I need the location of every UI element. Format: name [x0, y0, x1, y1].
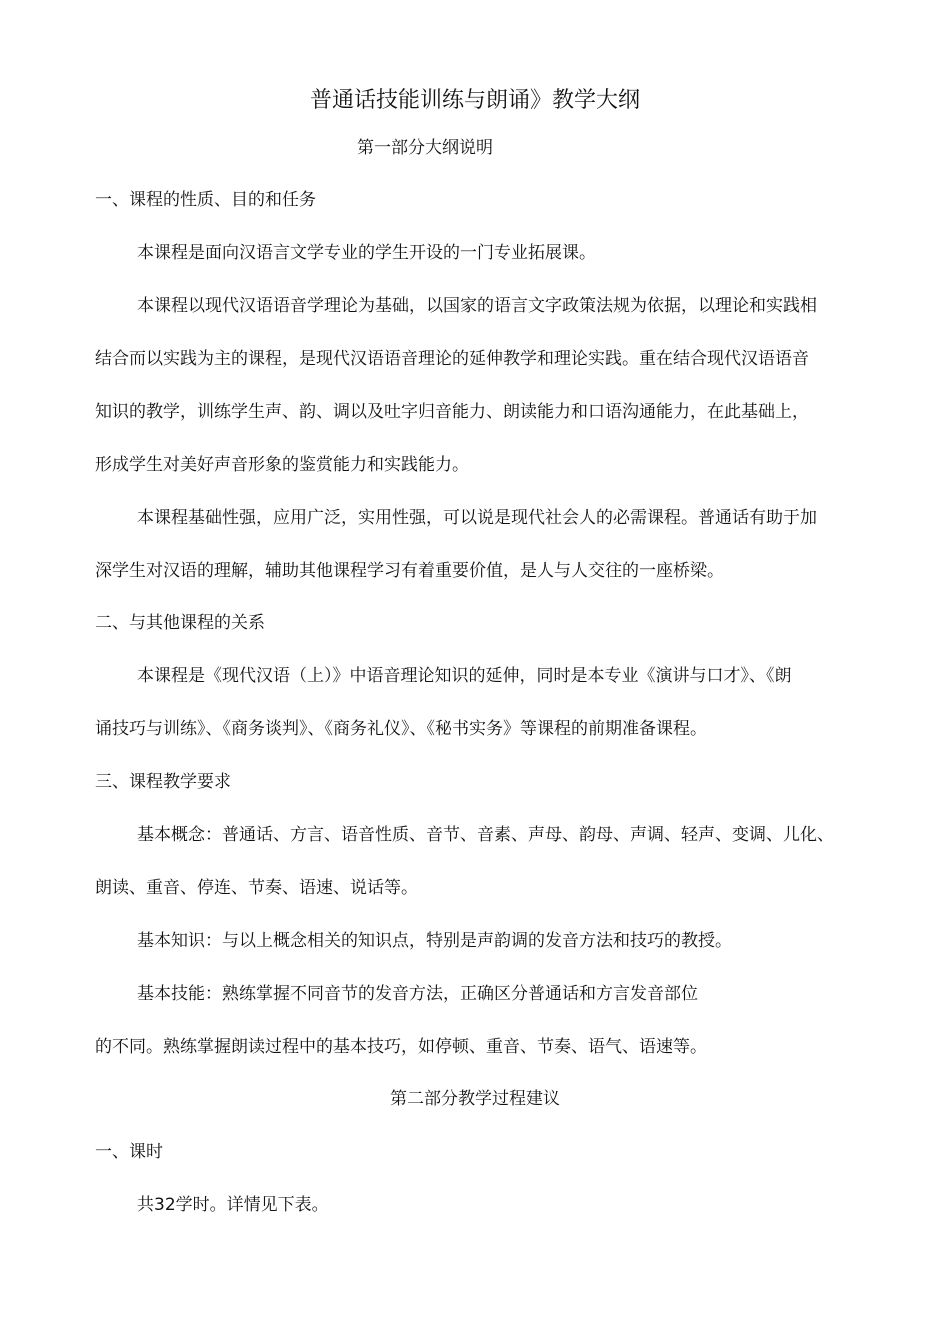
paragraph-5-line-1: 基本概念：普通话、方言、语音性质、音节、音素、声母、韵母、声调、轻声、变调、儿化、	[137, 825, 834, 845]
paragraph-3-line-1: 本课程基础性强，应用广泛，实用性强，可以说是现代社会人的必需课程。普通话有助于加	[137, 508, 817, 528]
paragraph-7-line-2: 的不同。熟练掌握朗读过程中的基本技巧，如停顿、重音、节奏、语气、语速等。	[95, 1037, 707, 1057]
part-two-heading: 第二部分教学过程建议	[390, 1089, 560, 1109]
section-heading-3: 三、课程教学要求	[95, 772, 231, 792]
part-one-heading: 第一部分大纲说明	[357, 138, 493, 158]
paragraph-3-line-2: 深学生对汉语的理解，辅助其他课程学习有着重要价值，是人与人交往的一座桥梁。	[95, 561, 724, 581]
section-heading-4: 一、课时	[95, 1142, 163, 1162]
paragraph-5-line-2: 朗读、重音、停连、节奏、语速、说话等。	[95, 878, 418, 898]
paragraph-2-line-2: 结合而以实践为主的课程，是现代汉语语音理论的延伸教学和理论实践。重在结合现代汉语语音	[95, 349, 809, 369]
document-title: 普通话技能训练与朗诵》教学大纲	[309, 88, 640, 113]
paragraph-6: 基本知识：与以上概念相关的知识点，特别是声韵调的发音方法和技巧的教授。	[137, 931, 732, 951]
paragraph-1: 本课程是面向汉语言文学专业的学生开设的一门专业拓展课。	[137, 243, 596, 263]
paragraph-8: 共32学时。详情见下表。	[137, 1195, 329, 1215]
paragraph-2-line-3: 知识的教学，训练学生声、韵、调以及吐字归音能力、朗读能力和口语沟通能力，在此基础上，	[95, 402, 809, 422]
paragraph-2-line-4: 形成学生对美好声音形象的鉴赏能力和实践能力。	[95, 455, 469, 475]
paragraph-4-line-1: 本课程是《现代汉语（上）》中语音理论知识的延伸，同时是本专业《演讲与口才》、《朗	[137, 666, 792, 686]
paragraph-7-line-1: 基本技能：熟练掌握不同音节的发音方法，正确区分普通话和方言发音部位	[137, 984, 698, 1004]
section-heading-1: 一、课程的性质、目的和任务	[95, 190, 316, 210]
paragraph-2-line-1: 本课程以现代汉语语音学理论为基础，以国家的语言文字政策法规为依据，以理论和实践相	[137, 296, 817, 316]
paragraph-4-line-2: 诵技巧与训练》、《商务谈判》、《商务礼仪》、《秘书实务》等课程的前期准备课程。	[95, 719, 707, 739]
section-heading-2: 二、与其他课程的关系	[95, 613, 265, 633]
